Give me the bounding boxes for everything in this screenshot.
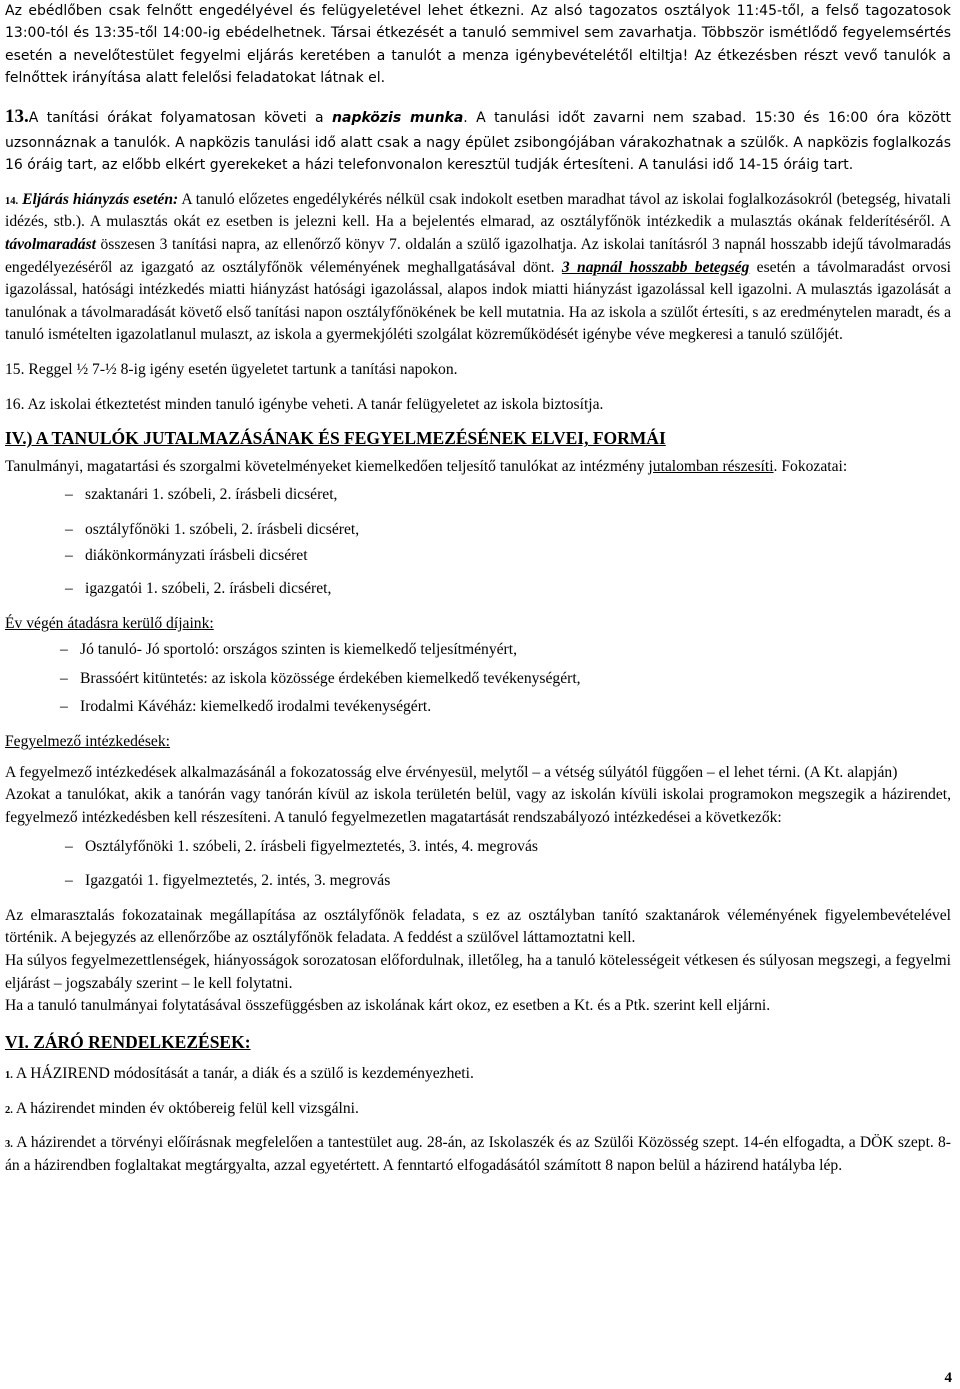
discipline-title: Fegyelmező intézkedések:	[5, 733, 170, 751]
discipline-paragraph-2: Azokat a tanulókat, akik a tanórán vagy tanórán kívül az iskola területén belül, vagy az iskolán kívüli iskolai programokon megszegik a házirendet, fegyelmező intézkedésben kell részesíteni. A tanuló fegyelmezetlen magatartását rendszabályozó intézkedései a következők:	[5, 786, 951, 826]
list-item: – Jó tanuló- Jó sportoló: országos szinten is kiemelkedő teljesítményért,	[60, 641, 517, 659]
reward-intro: Tanulmányi, magatartási és szorgalmi követelményeket kiemelkedően teljesítő tanulókat az intézmény jutalomban részesíti. Fokozatai:	[5, 457, 848, 475]
section-iv-heading: IV.) A TANULÓK JUTALMAZÁSÁNAK ÉS FEGYELMEZÉSÉNEK ELVEI, FORMÁI	[5, 428, 666, 449]
discipline-paragraph-a: Az elmarasztalás fokozatainak megállapítása az osztályfőnök feladata, s ez az osztályban tanító szaktanárok véleményének figyelembevételével történik. A bejegyzés az ellenőrzőbe az osztályfőnök feladata. A feddést a szülővel láttamoztatni kell.	[5, 906, 951, 947]
lunch-rules-paragraph: Az ebédlőben csak felnőtt engedélyével és felügyeletével lehet étkezni. Az alsó tagozatos osztályok 11:45-től, a felső tagozatosok 13:00-tól és 13:35-től 14:00-ig ebédelhetnek. Társai étkezését a tanuló semmivel sem zavarhatja. Többször ismétlődő fegyelemsértés esetén a nevelőtestület fegyelmi eljárás keretében a tanulót a menza igénybevételétől eltiltja! Az étkezésben részt vevő tanulók a felnőttek irányítása alatt felelősi feladatokat látnak el.	[5, 3, 951, 87]
discipline-levels-list	[65, 836, 951, 893]
item-15: 15. Reggel ½ 7-½ 8-ig igény esetén ügyeletet tartunk a tanítási napokon.	[5, 361, 458, 378]
closing-item-3: 3. A házirendet a törvényi előírásnak megfelelően a tantestület aug. 28-án, az Iskolaszék és az Szülői Közösség szept. 14-én elfogadta, a DÖK szept. 8-án a házirendben foglaltakat megtárgyalta, azzal egyetértett. A fenntartó elfogadásától számított 8 napon belül a házirend hatályba lép.	[5, 1134, 951, 1174]
list-item: – Brassóért kitüntetés: az iskola közössége érdekében kiemelkedő tevékenységért,	[60, 669, 581, 687]
list-item: – szaktanári 1. szóbeli, 2. írásbeli dicséret,	[65, 486, 338, 504]
list-item: – Osztályfőnöki 1. szóbeli, 2. írásbeli figyelmeztetés, 3. intés, 4. megrovás	[65, 837, 538, 855]
item-14: 14. Eljárás hiányzás esetén: A tanuló előzetes engedélykérés nélkül csak indokolt esetben maradhat távol az iskolai foglalkozásokról (betegség, hivatali idézés, stb.). A mulasztás okát ez esetben is jelezni kell. Ha a bejelentés elmarad, az osztályfőnök intézkedik a mulasztás okának felderítéséről. A távolmaradást összesen 3 tanítási napra, az ellenőrző könyv 7. oldalán a szülő igazolhatja. Az iskolai tanításról 3 napnál hosszabb idejű távolmaradás engedélyezéséről az igazgató az osztályfőnök véleményének meghallgatásával dönt. 3 napnál hosszabb betegség esetén a távolmaradást orvosi igazolással, hatósági intézkedés miatti hiányzást hatósági igazolással, alapos indok miatti hiányzást igazolással kell igazolni. A mulasztás igazolását a tanulónak a távolmaradását követő első tanítási napon osztályfőnökének be kell mutatnia. Ha az iskola a szülőt értesíti, s az eredménytelen maradt, és a tanuló ismételten igazolatlanul mulaszt, az iskola a gyermekjóléti szolgálat közreműködését igénybe véve megkeresi a tanuló szülőjét.	[5, 190, 952, 344]
document-page	[5, 0, 951, 1178]
closing-item-2: 2. A házirendet minden év októbereig felül kell vizsgálni.	[5, 1099, 359, 1117]
list-item: – diákönkormányzati írásbeli dicséret	[65, 547, 308, 565]
list-item: – osztályfőnöki 1. szóbeli, 2. írásbeli dicséret,	[65, 520, 360, 538]
discipline-paragraph-c: Ha a tanuló tanulmányai folytatásával összefüggésben az iskolának kárt okoz, ez esetben a Kt. és a Ptk. szerint kell eljárni.	[5, 997, 771, 1015]
item-13: 13.A tanítási órákat folyamatosan követi a napközis munka. A tanulási időt zavarni nem szabad. 15:30 és 16:00 óra között uzsonnáznak a tanulók. A napközis tanulási idő alatt csak a nagy épület zsibongójában várakozhatnak a szülők. A napközis foglalkozás 16 óráig tart, az előbb elkért gyerekeket a házi telefonvonalon keresztül tudják értesíteni. A tanulási idő 14-15 óráig tart.	[5, 105, 951, 174]
page-number: 4	[944, 1370, 952, 1386]
awards-title: Év végén átadásra kerülő díjaink:	[5, 614, 214, 632]
list-item: – Igazgatói 1. figyelmeztetés, 2. intés, 3. megrovás	[65, 872, 391, 890]
item-13-number: 13.	[5, 105, 29, 127]
item-16: 16. Az iskolai étkeztetést minden tanuló igénybe veheti. A tanár felügyeletet az iskola biztosítja.	[5, 395, 604, 413]
discipline-paragraph-b: Ha súlyos fegyelmezettlenségek, hiányosságok sorozatosan előfordulnak, illetőleg, ha a tanuló kötelességeit vétkesen és súlyosan megszegi, a fegyelmi eljárást – jogszabály szerint – le kell folytatni.	[5, 951, 951, 992]
list-item: – igazgatói 1. szóbeli, 2. írásbeli dicséret,	[65, 580, 332, 598]
closing-item-1: 1. A HÁZIREND módosítását a tanár, a diák és a szülő is kezdeményezheti.	[5, 1065, 474, 1083]
list-item: – Irodalmi Kávéház: kiemelkedő irodalmi tevékenységért.	[60, 698, 432, 716]
item-14-number: 14.	[5, 195, 19, 207]
reward-levels-list	[65, 484, 951, 600]
section-vi-heading: VI. ZÁRÓ RENDELKEZÉSEK:	[5, 1031, 251, 1052]
awards-list	[60, 639, 951, 719]
discipline-paragraph-1: A fegyelmező intézkedések alkalmazásánál a fokozatosság elve érvényesül, melytől – a vétség súlyától függően – el lehet térni. (A Kt. alapján)	[5, 763, 898, 781]
